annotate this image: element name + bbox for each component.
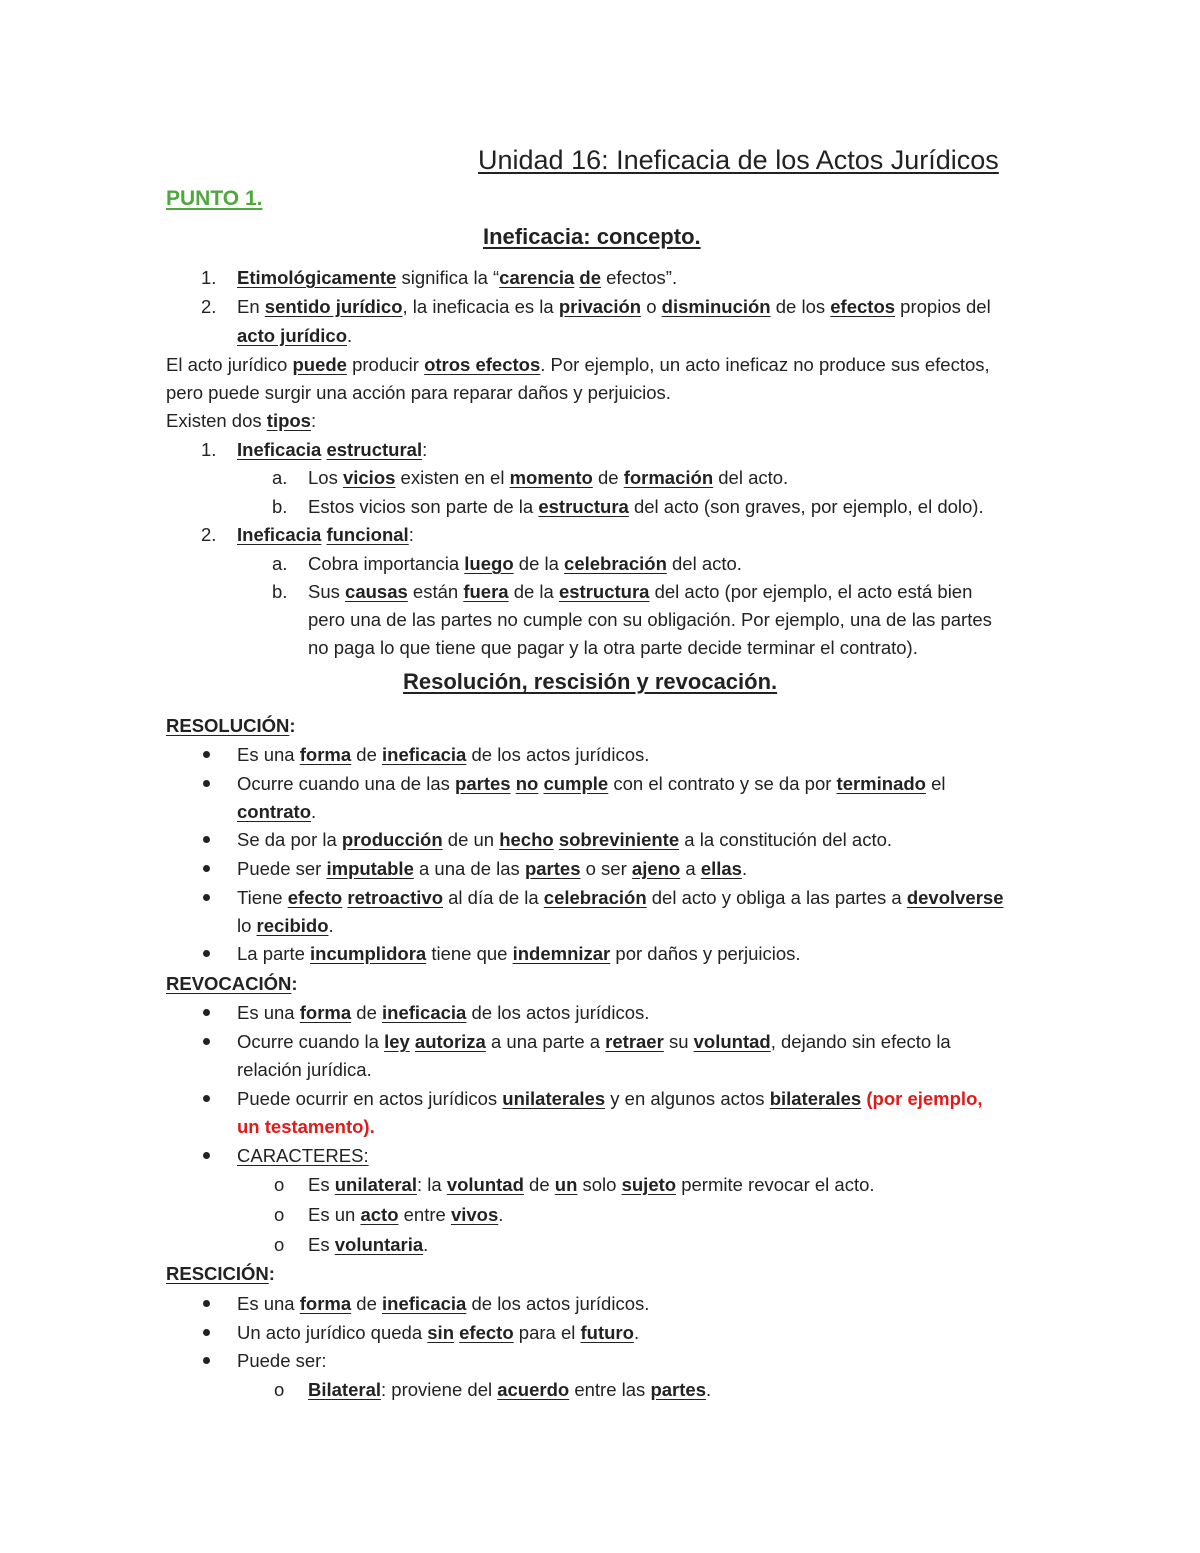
list-marker: 2. [201, 296, 217, 317]
list-item-continuation: no paga lo que tiene que pagar y la otra parte decide terminar el contrato). [308, 637, 918, 658]
bullet-icon [203, 1357, 210, 1364]
bullet-icon [203, 751, 210, 758]
list-item: Es una forma de ineficacia de los actos jurídicos. [237, 1002, 650, 1023]
bullet-icon [203, 836, 210, 843]
list-marker: a. [272, 467, 288, 488]
circle-bullet-icon: o [274, 1174, 285, 1195]
list-item: Ocurre cuando una de las partes no cumple con el contrato y se da por terminado el [237, 773, 946, 794]
list-item: Puede ocurrir en actos jurídicos unilaterales y en algunos actos bilaterales (por ejemplo, [237, 1088, 983, 1109]
list-item: Puede ser imputable a una de las partes o ser ajeno a ellas. [237, 858, 748, 879]
list-item: Estos vicios son parte de la estructura del acto (son graves, por ejemplo, el dolo). [308, 496, 984, 517]
paragraph: pero puede surgir una acción para reparar daños y perjuicios. [166, 382, 671, 403]
circle-bullet-icon: o [274, 1204, 285, 1225]
circle-bullet-icon: o [274, 1379, 285, 1400]
list-item: Tiene efecto retroactivo al día de la celebración del acto y obliga a las partes a devolverse [237, 887, 1004, 908]
bullet-icon [203, 1300, 210, 1307]
bullet-icon [203, 1038, 210, 1045]
list-item-continuation: lo recibido. [237, 915, 334, 936]
bullet-icon [203, 1095, 210, 1102]
page-title: Unidad 16: Ineficacia de los Actos Jurídicos [478, 145, 999, 175]
list-item: Es unilateral: la voluntad de un solo sujeto permite revocar el acto. [308, 1174, 875, 1195]
bullet-icon [203, 865, 210, 872]
list-item: Etimológicamente significa la “carencia de efectos”. [237, 267, 678, 288]
list-marker: b. [272, 496, 288, 517]
list-item: Es una forma de ineficacia de los actos jurídicos. [237, 1293, 650, 1314]
list-item: Puede ser: [237, 1350, 327, 1371]
list-item: La parte incumplidora tiene que indemnizar por daños y perjuicios. [237, 943, 801, 964]
paragraph: El acto jurídico puede producir otros efectos. Por ejemplo, un acto ineficaz no produce sus efectos, [166, 354, 990, 375]
punto-label: PUNTO 1. [166, 187, 263, 210]
list-marker: 1. [201, 267, 217, 288]
bullet-icon [203, 1009, 210, 1016]
section-heading-ineficacia: Ineficacia: concepto. [483, 224, 701, 249]
list-item: Ocurre cuando la ley autoriza a una parte a retraer su voluntad, dejando sin efecto la [237, 1031, 951, 1052]
list-item: Es una forma de ineficacia de los actos jurídicos. [237, 744, 650, 765]
subsection-label-revocacion: REVOCACIÓN: [166, 973, 298, 994]
list-marker: b. [272, 581, 288, 602]
list-item-continuation: relación jurídica. [237, 1059, 372, 1080]
list-item: Es voluntaria. [308, 1234, 429, 1255]
list-item-continuation: un testamento). [237, 1116, 375, 1137]
list-item: CARACTERES: [237, 1145, 369, 1166]
list-item: Bilateral: proviene del acuerdo entre las partes. [308, 1379, 712, 1400]
list-item: Ineficacia funcional: [237, 524, 414, 545]
list-item: Es un acto entre vivos. [308, 1204, 504, 1225]
list-item: Sus causas están fuera de la estructura del acto (por ejemplo, el acto está bien [308, 581, 973, 602]
subsection-label-rescicion: RESCICIÓN: [166, 1263, 275, 1284]
paragraph: Existen dos tipos: [166, 410, 317, 431]
list-item: En sentido jurídico, la ineficacia es la privación o disminución de los efectos propios del [237, 296, 991, 317]
section-heading-resolucion: Resolución, rescisión y revocación. [403, 669, 778, 694]
bullet-icon [203, 1152, 210, 1159]
circle-bullet-icon: o [274, 1234, 285, 1255]
list-marker: 2. [201, 524, 217, 545]
bullet-icon [203, 1329, 210, 1336]
list-item: Ineficacia estructural: [237, 439, 428, 460]
list-marker: a. [272, 553, 288, 574]
list-item: Los vicios existen en el momento de formación del acto. [308, 467, 789, 488]
subsection-label-resolucion: RESOLUCIÓN: [166, 715, 296, 736]
bullet-icon [203, 780, 210, 787]
bullet-icon [203, 894, 210, 901]
list-item: Se da por la producción de un hecho sobreviniente a la constitución del acto. [237, 829, 893, 850]
list-item: Cobra importancia luego de la celebración del acto. [308, 553, 742, 574]
list-item: Un acto jurídico queda sin efecto para el futuro. [237, 1322, 640, 1343]
bullet-icon [203, 950, 210, 957]
list-marker: 1. [201, 439, 217, 460]
list-item-continuation: pero una de las partes no cumple con su obligación. Por ejemplo, una de las partes [308, 609, 992, 630]
list-item-continuation: acto jurídico. [237, 325, 353, 346]
list-item-continuation: contrato. [237, 801, 317, 822]
